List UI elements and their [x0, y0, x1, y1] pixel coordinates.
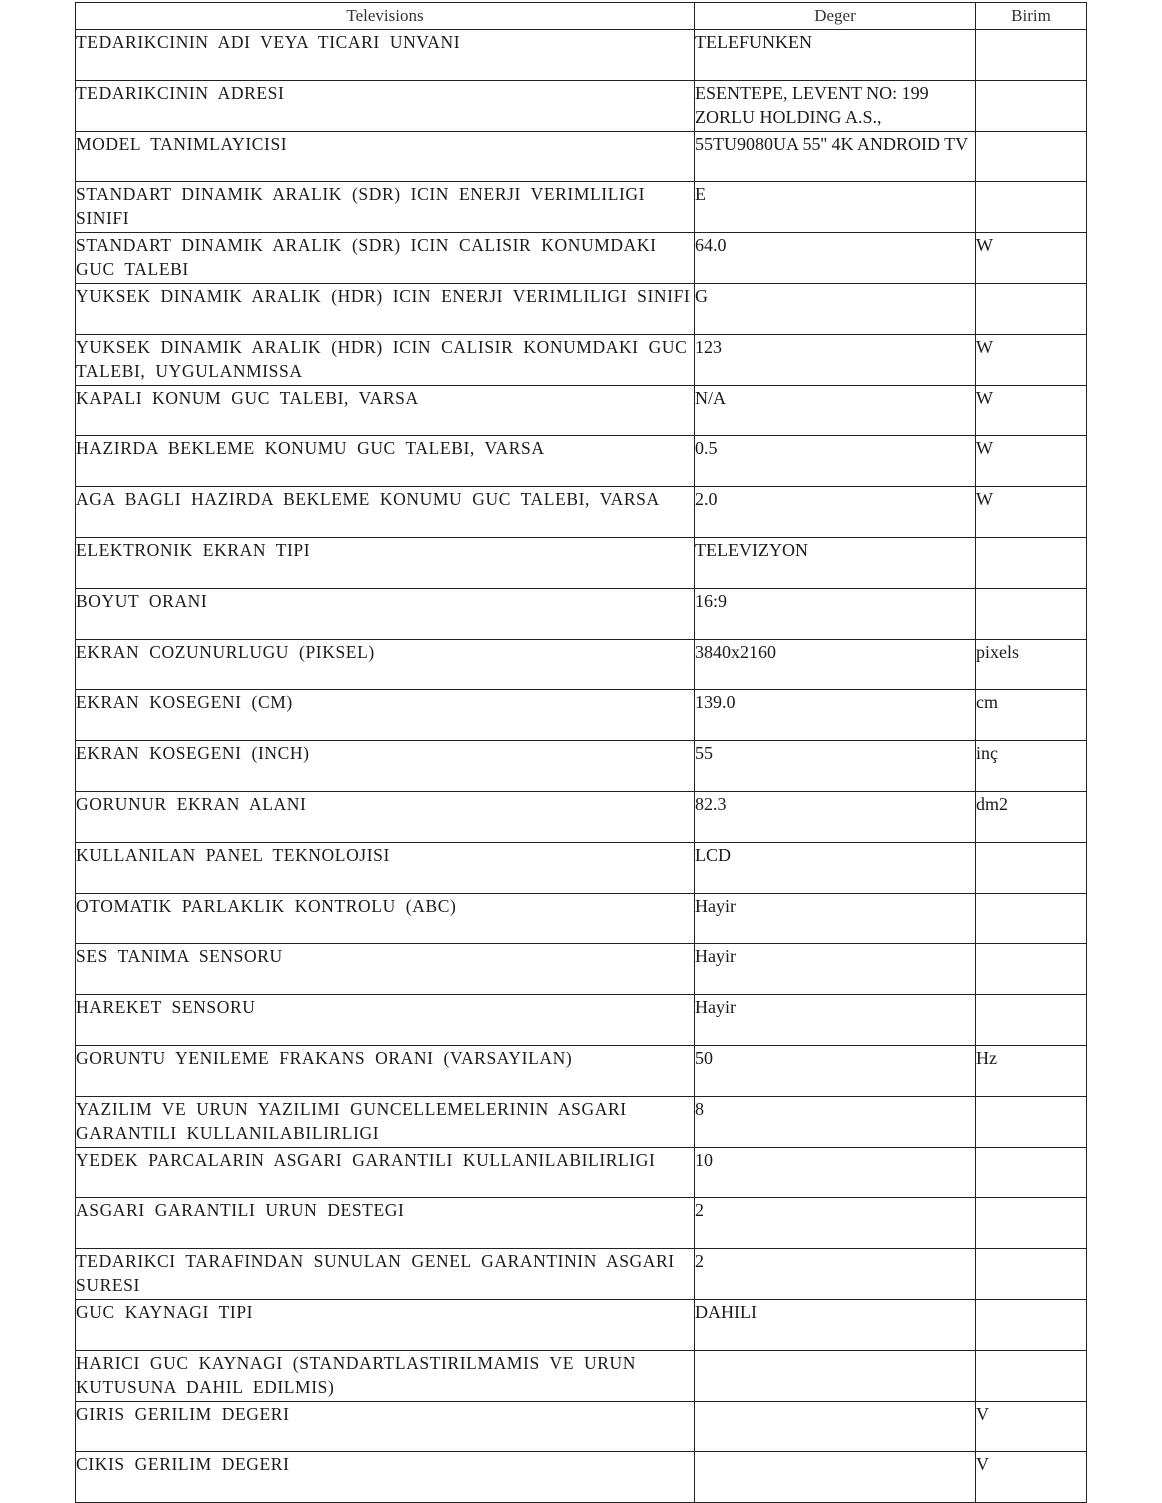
- table-body: [76, 30, 1087, 1503]
- row-label: EKRAN COZUNURLUGU (PIKSEL): [76, 639, 695, 690]
- table-row: [76, 385, 1087, 436]
- row-label: MODEL TANIMLAYICISI: [76, 131, 695, 182]
- row-value: 3840x2160: [695, 639, 976, 690]
- row-unit: [976, 537, 1087, 588]
- row-value: TELEVIZYON: [695, 537, 976, 588]
- row-unit: W: [976, 385, 1087, 436]
- row-unit: [976, 182, 1087, 233]
- row-unit: pixels: [976, 639, 1087, 690]
- table-row: [76, 1249, 1087, 1300]
- table-header-row: [76, 3, 1087, 30]
- row-label: KAPALI KONUM GUC TALEBI, VARSA: [76, 385, 695, 436]
- row-value: 2.0: [695, 487, 976, 538]
- table-row: [76, 690, 1087, 741]
- row-unit: [976, 1198, 1087, 1249]
- row-value: 2: [695, 1198, 976, 1249]
- row-unit: W: [976, 334, 1087, 385]
- table-row: [76, 283, 1087, 334]
- row-unit: [976, 944, 1087, 995]
- row-label: GIRIS GERILIM DEGERI: [76, 1401, 695, 1452]
- row-unit: [976, 893, 1087, 944]
- row-label: GORUNTU YENILEME FRAKANS ORANI (VARSAYILAN): [76, 1045, 695, 1096]
- row-label: SES TANIMA SENSORU: [76, 944, 695, 995]
- row-label: TEDARIKCININ ADI VEYA TICARI UNVANI: [76, 30, 695, 81]
- table-row: [76, 537, 1087, 588]
- header-televisions: Televisions: [76, 3, 695, 30]
- row-value: [695, 1401, 976, 1452]
- row-unit: [976, 283, 1087, 334]
- table-row: [76, 1198, 1087, 1249]
- row-value: E: [695, 182, 976, 233]
- row-label: EKRAN KOSEGENI (CM): [76, 690, 695, 741]
- row-unit: [976, 80, 1087, 131]
- table-row: [76, 233, 1087, 284]
- table-row: [76, 30, 1087, 81]
- row-unit: inç: [976, 741, 1087, 792]
- row-label: EKRAN KOSEGENI (INCH): [76, 741, 695, 792]
- row-label: TEDARIKCI TARAFINDAN SUNULAN GENEL GARANTININ ASGARI SURESI: [76, 1249, 695, 1300]
- row-label: STANDART DINAMIK ARALIK (SDR) ICIN ENERJI VERIMLILIGI SINIFI: [76, 182, 695, 233]
- header-value: Deger: [695, 3, 976, 30]
- row-value: Hayir: [695, 893, 976, 944]
- header-unit: Birim: [976, 3, 1087, 30]
- row-value: 139.0: [695, 690, 976, 741]
- table-row: [76, 1096, 1087, 1147]
- table-row: [76, 131, 1087, 182]
- row-label: YEDEK PARCALARIN ASGARI GARANTILI KULLANILABILIRLIGI: [76, 1147, 695, 1198]
- row-label: GUC KAYNAGI TIPI: [76, 1299, 695, 1350]
- table-row: [76, 1147, 1087, 1198]
- table-row: [76, 436, 1087, 487]
- row-value: Hayir: [695, 944, 976, 995]
- row-value: N/A: [695, 385, 976, 436]
- row-label: BOYUT ORANI: [76, 588, 695, 639]
- row-value: 8: [695, 1096, 976, 1147]
- row-unit: [976, 30, 1087, 81]
- table-row: [76, 1045, 1087, 1096]
- row-label: HAREKET SENSORU: [76, 995, 695, 1046]
- row-value: 10: [695, 1147, 976, 1198]
- row-value: 0.5: [695, 436, 976, 487]
- row-label: YUKSEK DINAMIK ARALIK (HDR) ICIN ENERJI VERIMLILIGI SINIFI: [76, 283, 695, 334]
- row-value: 16:9: [695, 588, 976, 639]
- table-row: [76, 842, 1087, 893]
- row-unit: [976, 842, 1087, 893]
- row-unit: [976, 1147, 1087, 1198]
- table-row: [76, 995, 1087, 1046]
- row-unit: V: [976, 1452, 1087, 1503]
- table-row: [76, 1299, 1087, 1350]
- row-label: AGA BAGLI HAZIRDA BEKLEME KONUMU GUC TALEBI, VARSA: [76, 487, 695, 538]
- row-unit: [976, 131, 1087, 182]
- table-row: [76, 639, 1087, 690]
- row-label: ASGARI GARANTILI URUN DESTEGI: [76, 1198, 695, 1249]
- row-value: Hayir: [695, 995, 976, 1046]
- row-value: G: [695, 283, 976, 334]
- row-label: HARICI GUC KAYNAGI (STANDARTLASTIRILMAMIS VE URUN KUTUSUNA DAHIL EDILMIS): [76, 1350, 695, 1401]
- row-label: YAZILIM VE URUN YAZILIMI GUNCELLEMELERININ ASGARI GARANTILI KULLANILABILIRLIGI: [76, 1096, 695, 1147]
- row-value: 55TU9080UA 55'' 4K ANDROID TV: [695, 131, 976, 182]
- row-label: KULLANILAN PANEL TEKNOLOJISI: [76, 842, 695, 893]
- row-unit: Hz: [976, 1045, 1087, 1096]
- row-unit: cm: [976, 690, 1087, 741]
- row-unit: [976, 1350, 1087, 1401]
- table-row: [76, 944, 1087, 995]
- row-value: 50: [695, 1045, 976, 1096]
- row-value: LCD: [695, 842, 976, 893]
- row-value: 55: [695, 741, 976, 792]
- table-row: [76, 588, 1087, 639]
- row-unit: [976, 1096, 1087, 1147]
- row-unit: [976, 588, 1087, 639]
- row-value: 82.3: [695, 791, 976, 842]
- row-label: OTOMATIK PARLAKLIK KONTROLU (ABC): [76, 893, 695, 944]
- energy-label-table: [75, 2, 1087, 1503]
- row-unit: W: [976, 233, 1087, 284]
- row-value: 2: [695, 1249, 976, 1300]
- row-value: ESENTEPE, LEVENT NO: 199 ZORLU HOLDING A.S.,: [695, 80, 976, 131]
- row-label: GORUNUR EKRAN ALANI: [76, 791, 695, 842]
- row-label: ELEKTRONIK EKRAN TIPI: [76, 537, 695, 588]
- row-unit: [976, 1299, 1087, 1350]
- row-value: TELEFUNKEN: [695, 30, 976, 81]
- table-row: [76, 1401, 1087, 1452]
- table-row: [76, 80, 1087, 131]
- table-row: [76, 182, 1087, 233]
- table-row: [76, 893, 1087, 944]
- row-label: STANDART DINAMIK ARALIK (SDR) ICIN CALISIR KONUMDAKI GUC TALEBI: [76, 233, 695, 284]
- row-label: YUKSEK DINAMIK ARALIK (HDR) ICIN CALISIR KONUMDAKI GUC TALEBI, UYGULANMISSA: [76, 334, 695, 385]
- row-unit: W: [976, 436, 1087, 487]
- table-row: [76, 1350, 1087, 1401]
- row-value: 64.0: [695, 233, 976, 284]
- row-value: 123: [695, 334, 976, 385]
- row-value: [695, 1350, 976, 1401]
- row-label: TEDARIKCININ ADRESI: [76, 80, 695, 131]
- row-unit: [976, 1249, 1087, 1300]
- row-unit: [976, 995, 1087, 1046]
- table-row: [76, 334, 1087, 385]
- row-unit: V: [976, 1401, 1087, 1452]
- row-label: HAZIRDA BEKLEME KONUMU GUC TALEBI, VARSA: [76, 436, 695, 487]
- row-unit: dm2: [976, 791, 1087, 842]
- row-unit: W: [976, 487, 1087, 538]
- table-row: [76, 791, 1087, 842]
- table-row: [76, 487, 1087, 538]
- row-value: [695, 1452, 976, 1503]
- table-row: [76, 741, 1087, 792]
- row-value: DAHILI: [695, 1299, 976, 1350]
- table-row: [76, 1452, 1087, 1503]
- row-label: CIKIS GERILIM DEGERI: [76, 1452, 695, 1503]
